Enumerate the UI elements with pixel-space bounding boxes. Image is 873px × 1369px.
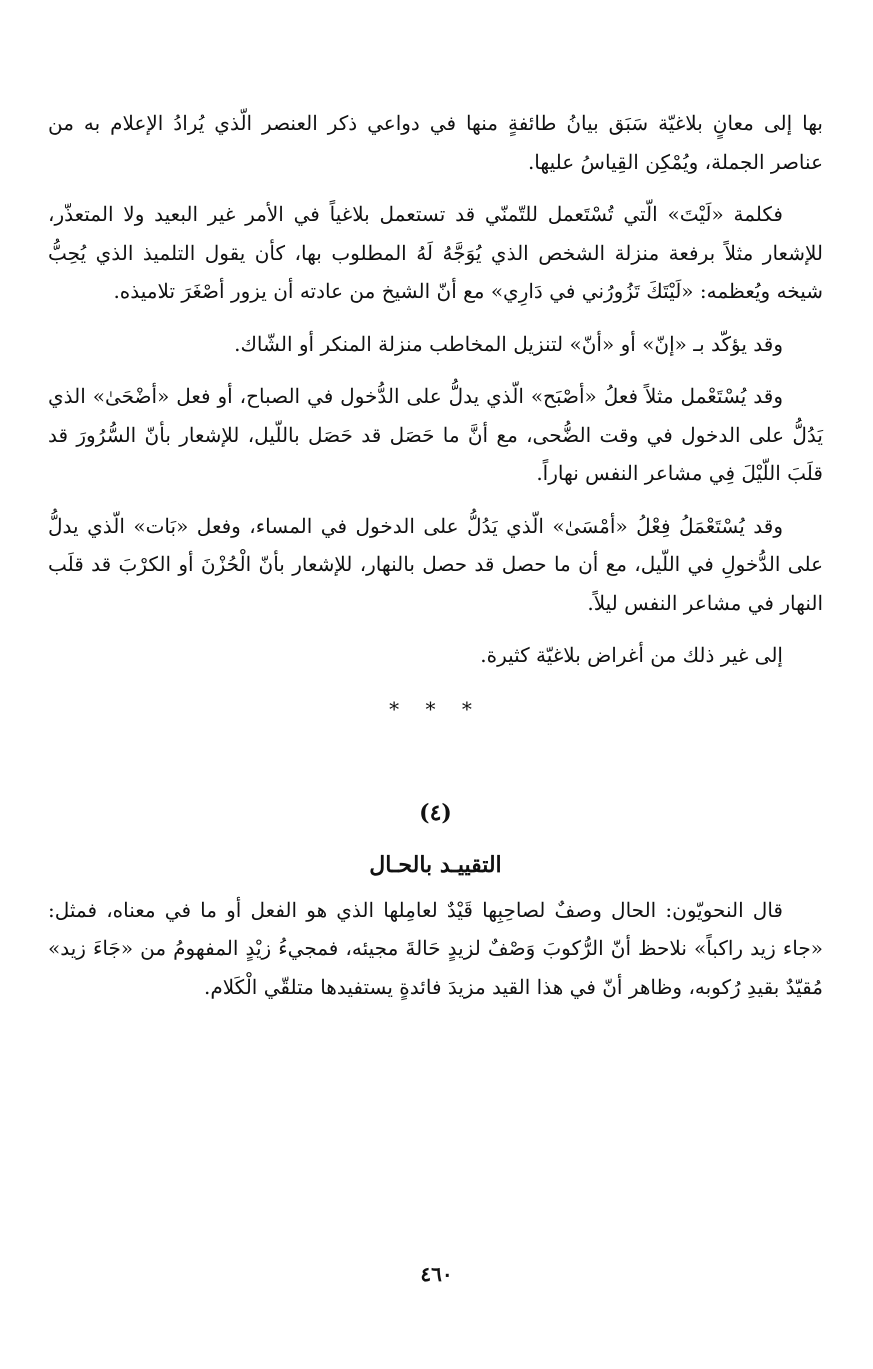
page-number: ٤٦٠ (420, 1262, 453, 1286)
section-separator: * * * (389, 696, 482, 721)
page-body (48, 104, 823, 1020)
paragraph-layta: فكلمة «لَيْتَ» الّتي تُسْتَعمل للتّمنّي قد تستعمل بلاغياً في الأمر غير البعيد ولا المتعذّر، للإشعار مثلاً برفعة منزلة الشخص الذي يُوَجَّهُ لَهُ المطلوب بها، كأن يقول التلميذ الذي يُحِبُّ شيخه ويُعظمه: «لَيْتَكَ تَزُورُني في دَارِي» مع أنّ الشيخ من عادته أن يزور أصْغَرَ تلاميذه. (48, 202, 823, 303)
paragraph-other-purposes: إلى غير ذلك من أغراض بلاغيّة كثيرة. (480, 643, 783, 667)
paragraph-asbaha-adha: وقد يُسْتَعْمل مثلاً فعلُ «أصْبَح» الّذي يدلُّ على الدُّخول في الصباح، أو فعل «أضْحَىٰ» الذي يَدُلُّ على الدخول في وقت الضُّحى، مع أنَّ ما حَصَل قد حَصَل باللّيل، للإشعار بأنّ السُّرُورَ قد قلَبَ اللّيْلَ فِي مشاعر النفس نهاراً. (48, 384, 823, 485)
section-number: (٤) (419, 799, 452, 826)
paragraph-continuation: بها إلى معانٍ بلاغيّة سَبَق بيانُ طائفةٍ منها في دواعي ذكر العنصر الّذي يُرادُ الإعلام به من عناصر الجملة، ويُمْكِن القِياسُ عليها. (48, 111, 823, 174)
paragraph-amsa-bata: وقد يُسْتَعْمَلُ فِعْلُ «أمْسَىٰ» الّذي يَدُلُّ على الدخول في المساء، وفعل «بَات» الّذي يدلُّ على الدُّخولِ في اللّيل، مع أن ما حصل قد حصل بالنهار، للإشعار بأنّ الْحُزْنَ أو الكرْبَ قد قلَب النهار في مشاعر النفس ليلاً. (48, 513, 823, 615)
section-title: التقييـد بالحـال (369, 851, 502, 878)
paragraph-inna-anna: وقد يؤكّد بـ «إنّ» أو «أنّ» لتنزيل المخاطب منزلة المنكر أو الشّاك. (234, 331, 783, 356)
paragraph-hal-definition: قال النحويّون: الحال وصفٌ لصاحِبِها قَيْدٌ لعامِلها الذي هو الفعل أو ما في معناه، فمثل: «جاء زيد راكباً» نلاحظ أنّ الرُّكوبَ وَصْفٌ لزيدٍ حَالةَ مجيئه، فمجيءُ زيْدٍ المفهومُ من «جَاءَ زيد» مُقيّدٌ بقيدِ رُكوبه، وظاهر أنّ في هذا القيد مزيدَ فائدةٍ يستفيدها متلقّي الْكَلام. (48, 897, 823, 999)
